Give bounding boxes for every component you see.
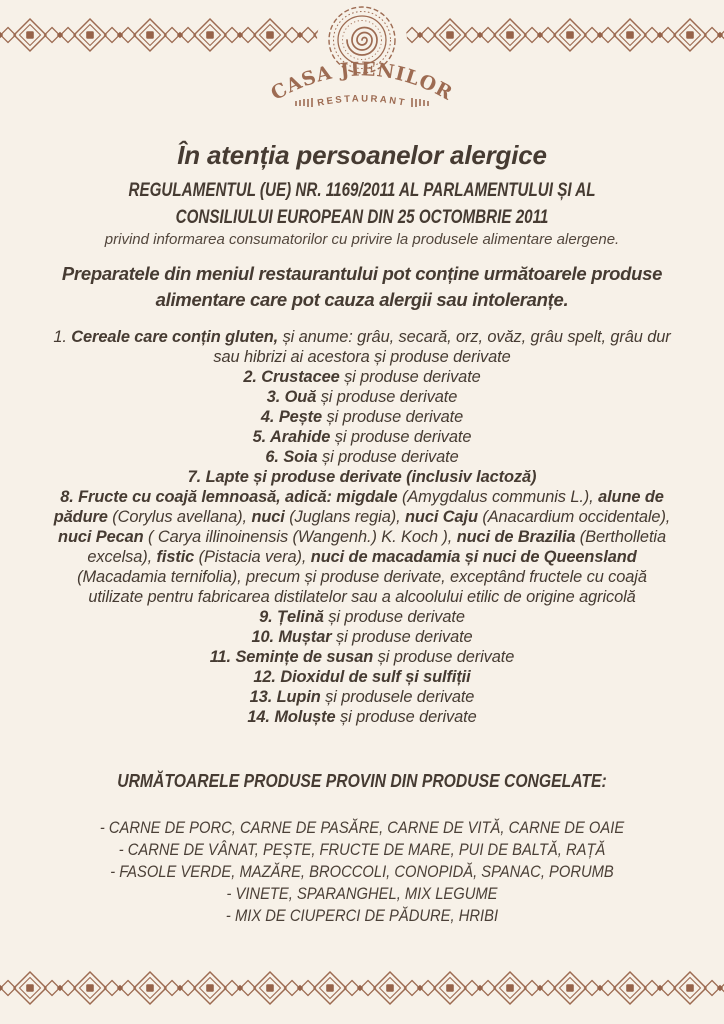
restaurant-label: RESTAURANT — [316, 93, 408, 109]
frozen-products-list — [0, 817, 724, 927]
frozen-products-heading — [0, 770, 724, 792]
frozen-product-line: - VINETE, SPARANGHEL, MIX LEGUME — [226, 885, 498, 903]
allergen-item: 3. Ouă și produse derivate — [266, 388, 458, 406]
regulation-heading-line1: REGULAMENTUL (UE) NR. 1169/2011 AL PARLAMENTULUI ȘI AL — [128, 180, 596, 201]
allergen-item: 2. Crustacee și produse derivate — [243, 368, 481, 386]
allergen-item: 8. Fructe cu coajă lemnoasă, adică: migdale (Amygdalus communis L.), alune de pădure (Corylus avellana), nuci (Juglans regia), nuci Caju (Anacardium occidentale), nuci Pecan ( Carya illinoinensis (Wangenh.) K. Koch ), nuci de Brazilia (Bertholletia excelsa), fistic (Pistacia vera), nuci de macadamia și nuci de Queensland (Macadamia ternifolia), precum și produse derivate, exceptând fructele cu coajă utilizate pentru fabricarea distilatelor sau a alcoolului etilic de origine agricolă — [53, 488, 671, 606]
allergen-item: 12. Dioxidul de sulf și sulfiții — [253, 668, 471, 686]
brand-name: CASA JIENILOR — [267, 58, 457, 105]
allergen-list — [52, 327, 672, 727]
allergen-item: 9. Țelină și produse derivate — [259, 608, 465, 626]
header-ornament — [0, 0, 724, 118]
svg-text:RESTAURANT — [316, 93, 407, 108]
intro-paragraph: Preparatele din meniul restaurantului pot conține următoarele produse alimentare care pot cauza alergii sau intoleranțe. — [61, 263, 663, 310]
regulation-heading-line2: CONSILIULUI EUROPEAN DIN 25 OCTOMBRIE 2011 — [175, 207, 549, 228]
allergen-item: 13. Lupin și produsele derivate — [249, 688, 475, 706]
allergen-item: 11. Semințe de susan și produse derivate — [209, 648, 515, 666]
right-hatch-ornament — [412, 98, 428, 107]
allergen-item: 5. Arahide și produse derivate — [252, 428, 472, 446]
frozen-product-line: - CARNE DE PORC, CARNE DE PASĂRE, CARNE DE VITĂ, CARNE DE OAIE — [99, 819, 625, 837]
left-hatch-ornament — [296, 98, 312, 107]
allergen-item: 14. Moluște și produse derivate — [247, 708, 477, 726]
allergen-item: 1. Cereale care conțin gluten, și anume: grâu, secară, orz, ovăz, grâu spelt, grâu dur sau hibrizi ai acestora și produse derivate — [53, 328, 671, 366]
bottom-border-ornament — [0, 966, 724, 1010]
regulation-heading — [0, 177, 724, 231]
allergen-item: 4. Pește și produse derivate — [260, 408, 464, 426]
frozen-products-heading-text: URMĂTOARELE PRODUSE PROVIN DIN PRODUSE CONGELATE: — [117, 770, 607, 791]
frozen-product-line: - CARNE DE VÂNAT, PEȘTE, FRUCTE DE MARE, PUI DE BALTĂ, RAȚĂ — [118, 841, 606, 859]
allergen-item: 6. Soia și produse derivate — [265, 448, 459, 466]
allergen-item: 7. Lapte și produse derivate (inclusiv lactoză) — [187, 468, 537, 486]
frozen-product-line: - MIX DE CIUPERCI DE PĂDURE, HRIBI — [225, 907, 499, 925]
restaurant-subtitle — [296, 93, 428, 108]
allergen-item: 10. Muștar și produse derivate — [251, 628, 473, 646]
regulation-subheading: privind informarea consumatorilor cu privire la produsele alimentare alergene. — [104, 231, 620, 248]
page-title: În atenția persoanelor alergice — [177, 140, 547, 171]
frozen-product-line: - FASOLE VERDE, MAZĂRE, BROCCOLI, CONOPIDĂ, SPANAC, PORUMB — [110, 863, 614, 881]
